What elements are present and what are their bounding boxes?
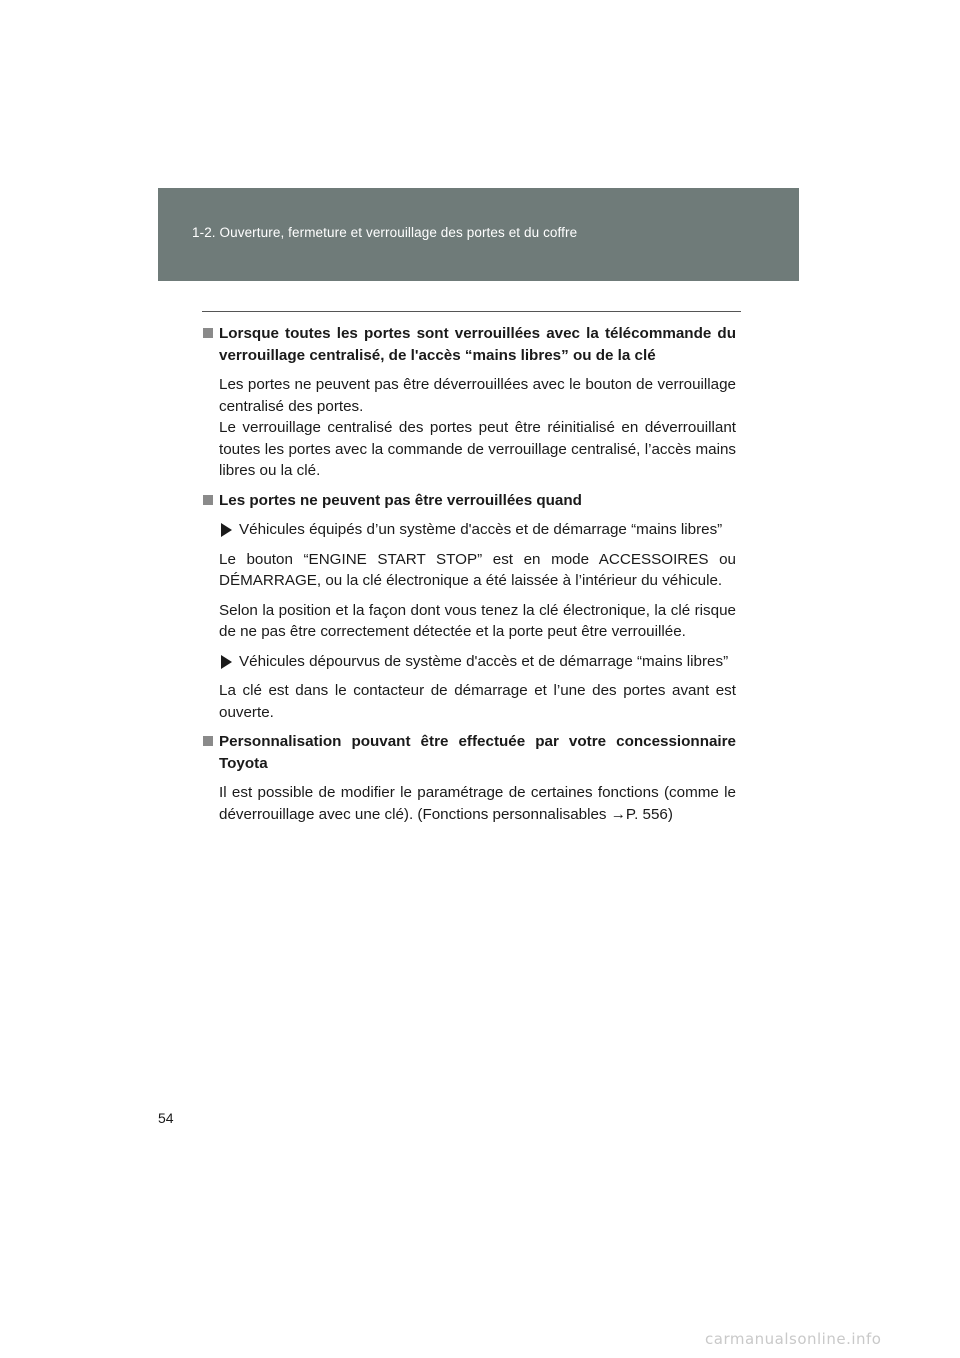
triangle-bullet-icon [221, 655, 232, 669]
subheading-text: Véhicules équipés d’un système d'accès et de démarrage “mains libres” [239, 521, 723, 538]
chapter-header-band [158, 188, 799, 281]
paragraph: Selon la position et la façon dont vous tenez la clé électronique, la clé risque de ne pas être correctement détectée et la porte peut être verrouillée. [219, 601, 736, 640]
section-heading [203, 323, 736, 366]
square-bullet-icon [203, 736, 213, 746]
subheading-text: Véhicules dépourvus de système d'accès et de démarrage “mains libres” [239, 652, 729, 670]
section-divider [202, 311, 741, 312]
page-number: 54 [158, 1110, 174, 1126]
section-heading-text: Les portes ne peuvent pas être verrouillées quand [219, 491, 582, 509]
page-content [203, 323, 736, 833]
triangle-bullet-icon [221, 523, 232, 537]
paragraph: Il est possible de modifier le paramétrage de certaines fonctions (comme le déverrouillage avec une clé). (Fonctions personnalisables →P. 556) [219, 784, 736, 823]
section-heading-text: Personnalisation pouvant être effectuée par votre concessionnaire Toyota [219, 733, 736, 772]
square-bullet-icon [203, 495, 213, 505]
chapter-title: 1-2. Ouverture, fermeture et verrouillage des portes et du coffre [192, 225, 578, 240]
paragraph: La clé est dans le contacteur de démarrage et l’une des portes avant est ouverte. [219, 682, 736, 721]
square-bullet-icon [203, 328, 213, 338]
section-heading [203, 490, 736, 512]
watermark-text: carmanualsonline.info [705, 1330, 882, 1348]
subheading [219, 519, 736, 541]
section-heading-text: Lorsque toutes les portes sont verrouillées avec la télécommande du verrouillage centralisé, de l'accès “mains libres” ou de la clé [219, 325, 736, 364]
subheading [219, 651, 736, 673]
section-heading [203, 731, 736, 774]
paragraph: Le verrouillage centralisé des portes peut être réinitialisé en déverrouillant toutes les portes avec la commande de verrouillage centralisé, l’accès mains libres ou la clé. [219, 419, 736, 479]
paragraph: Les portes ne peuvent pas être déverrouillées avec le bouton de verrouillage centralisé des portes. [219, 376, 736, 415]
paragraph: Le bouton “ENGINE START STOP” est en mode ACCESSOIRES ou DÉMARRAGE, ou la clé électronique a été laissée à l’intérieur du véhicule. [219, 550, 736, 589]
